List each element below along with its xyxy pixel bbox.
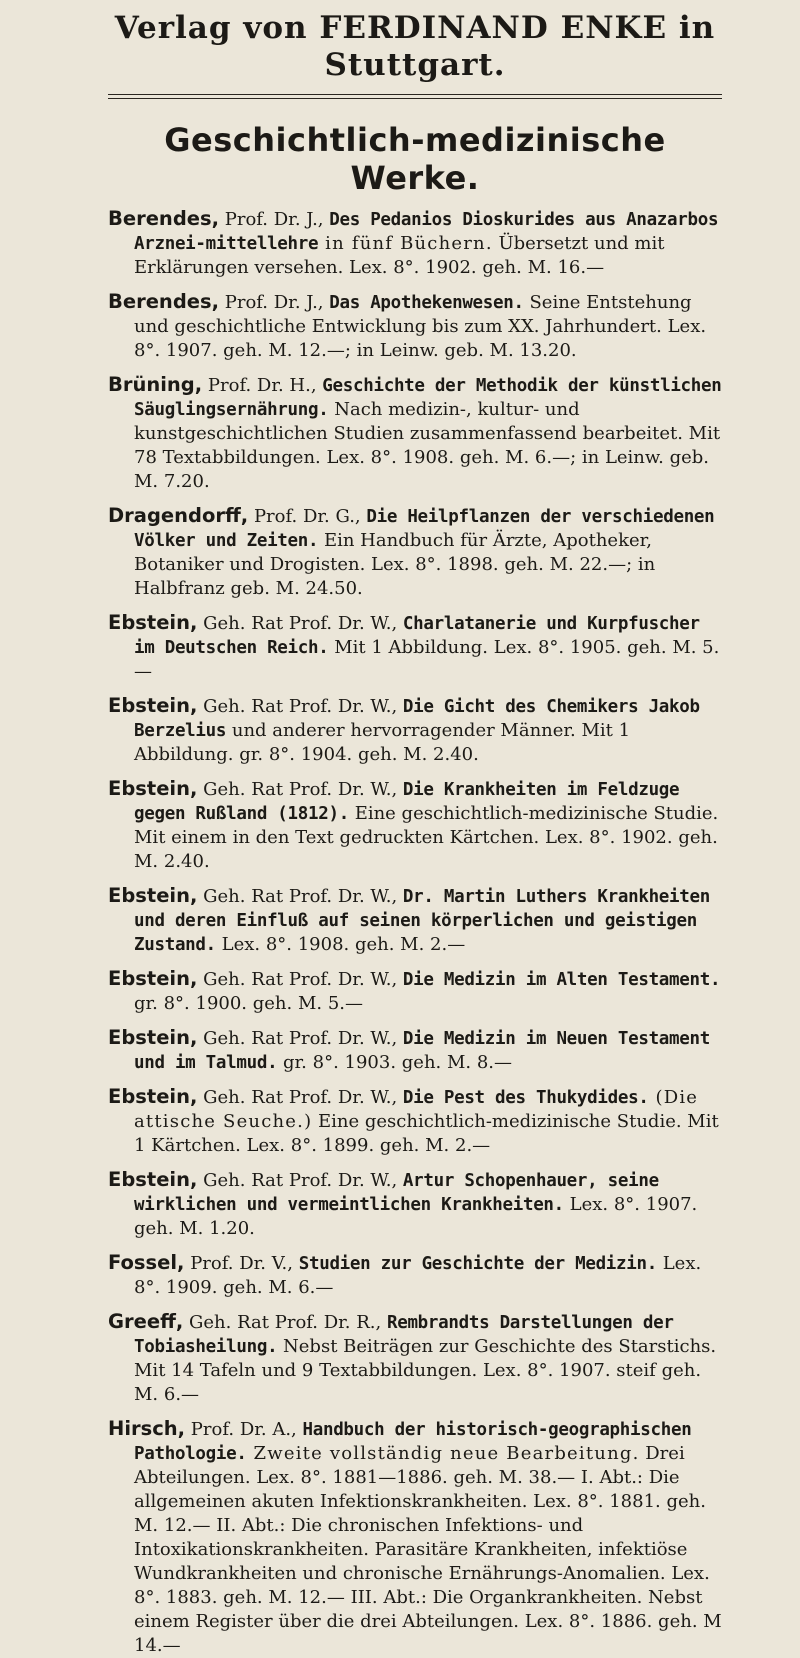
entry-credentials: Prof. Dr. A., — [185, 1419, 303, 1441]
entry-credentials: Geh. Rat Prof. Dr. W., — [197, 886, 403, 908]
section-heading: Geschichtlich-medizinische Werke. — [164, 121, 666, 198]
list-item — [108, 694, 722, 767]
entry-author: Ebstein, — [108, 1168, 198, 1192]
entry-details: Mit 1 Abbildung. Lex. 8°. 1905. geh. M. 5.— — [134, 637, 720, 683]
entry-subtitle: (Die attische Seuche.) — [134, 1087, 699, 1133]
entry-title: Rembrandts Darstellungen der Tobiasheilung. — [134, 1313, 674, 1358]
entry-credentials: Geh. Rat Prof. Dr. W., — [197, 613, 403, 635]
divider-rule — [108, 94, 722, 95]
entry-details: Lex. 8°. 1909. geh. M. 6.— — [134, 1253, 702, 1299]
entry-credentials: Geh. Rat Prof. Dr. R., — [183, 1312, 387, 1334]
entry-title: Die Pest des Thukydides. — [402, 1088, 649, 1109]
entry-author: Ebstein, — [108, 1085, 198, 1109]
entry-credentials: Prof. Dr. J., — [219, 292, 330, 314]
entry-credentials: Geh. Rat Prof. Dr. W., — [197, 696, 403, 718]
list-item — [108, 1310, 722, 1407]
entry-details: Seine Entstehung und geschichtliche Entwicklung bis zum XX. Jahrhundert. Lex. 8°. 1907. geh. M. 12.—; in Leinw. geb. M. 13.20. — [134, 292, 707, 362]
entry-details: Eine geschichtlich-medizinische Studie. Mit einem in den Text gedruckten Kärtchen. Lex. 8°. 1902. geh. M. 2.40. — [134, 803, 719, 873]
list-item — [108, 1026, 722, 1075]
list-item — [108, 1168, 722, 1241]
list-item — [108, 290, 722, 363]
entry-author: Hirsch, — [108, 1417, 186, 1441]
list-item — [108, 884, 722, 957]
entry-author: Greeff, — [108, 1310, 184, 1334]
entry-details: und anderer hervorragender Männer. Mit 1 Abbildung. gr. 8°. 1904. geh. M. 2.40. — [134, 720, 631, 766]
entry-title: Charlatanerie und Kurpfuscher im Deutschen Reich. — [134, 614, 700, 659]
entry-author: Fossel, — [108, 1251, 185, 1275]
entry-details: Eine geschichtlich-medizinische Studie. Mit 1 Kärtchen. Lex. 8°. 1899. geh. M. 2.— — [134, 1111, 719, 1157]
entry-details: Drei Abteilungen. Lex. 8°. 1881—1886. geh. M. 38.— I. Abt.: Die allgemeinen akuten Infektionskrankheiten. Lex. 8°. 1881. geh. M. 12.— II. Abt.: Die chronischen Infektions- und Intoxikationskrankheiten. Parasitäre Krankheiten, infektiöse Wundkrankheiten und chronische Ernährungs-Anomalien. Lex. 8°. 1883. geh. M. 12.— III. Abt.: Die Organkrankheiten. Nebst einem Register über die drei Abteilungen. Lex. 8°. 1886. geh. M 14.— — [134, 1443, 722, 1657]
entry-title: Die Medizin im Alten Testament. — [402, 970, 721, 991]
entry-credentials: Geh. Rat Prof. Dr. W., — [197, 969, 403, 991]
entry-credentials: Prof. Dr. G., — [248, 506, 367, 528]
entry-credentials: Prof. Dr. V., — [184, 1253, 299, 1275]
entry-author: Berendes, — [108, 290, 220, 314]
entry-title: Geschichte der Methodik der künstlichen Säuglingsernährung. — [134, 376, 722, 421]
entry-details: Lex. 8°. 1907. geh. M. 1.20. — [134, 1194, 698, 1240]
list-item — [108, 611, 722, 684]
entry-title: Handbuch der historisch-geographischen Pathologie. — [134, 1420, 692, 1465]
divider-rule — [108, 98, 722, 99]
entry-list — [108, 207, 722, 1658]
list-item — [108, 1417, 722, 1658]
list-item — [108, 207, 722, 280]
entry-details: gr. 8°. 1903. geh. M. 8.— — [277, 1052, 513, 1074]
list-item — [108, 967, 722, 1016]
entry-details: Nebst Beiträgen zur Geschichte des Starstichs. Mit 14 Tafeln und 9 Textabbildungen. Lex. 8°. 1907. steif geh. M. 6.— — [134, 1336, 717, 1406]
entry-subtitle: Zweite vollständig neue Bearbeitung. — [246, 1443, 640, 1465]
list-item — [108, 777, 722, 874]
entry-title: Die Heilpflanzen der verschiedenen Völker und Zeiten. — [134, 507, 715, 552]
entry-title: Die Gicht des Chemikers Jakob Berzelius — [134, 697, 700, 742]
entry-title: Des Pedanios Dioskurides aus Anazarbos Arznei-mittellehre — [134, 210, 719, 255]
entry-title: Artur Schopenhauer, seine wirklichen und vermeintlichen Krankheiten. — [134, 1171, 659, 1216]
entry-credentials: Prof. Dr. J., — [219, 209, 330, 231]
entry-details: gr. 8°. 1900. geh. M. 5.— — [134, 993, 363, 1015]
entry-title: Die Medizin im Neuen Testament und im Talmud. — [134, 1029, 710, 1074]
entry-title: Das Apothekenwesen. — [329, 293, 524, 314]
list-item — [108, 373, 722, 494]
entry-details: Übersetzt und mit Erklärungen versehen. Lex. 8°. 1902. geh. M. 16.— — [134, 233, 665, 279]
entry-credentials: Geh. Rat Prof. Dr. W., — [197, 779, 403, 801]
entry-credentials: Geh. Rat Prof. Dr. W., — [197, 1170, 403, 1192]
entry-details: Lex. 8°. 1908. geh. M. 2.— — [215, 934, 466, 956]
entry-details: Ein Handbuch für Ärzte, Apotheker, Botaniker und Drogisten. Lex. 8°. 1898. geh. M. 22.—; in Halbfranz geb. M. 24.50. — [134, 530, 656, 600]
entry-author: Berendes, — [108, 207, 220, 231]
entry-author: Ebstein, — [108, 611, 198, 635]
entry-credentials: Geh. Rat Prof. Dr. W., — [197, 1028, 403, 1050]
entry-subtitle: in fünf Büchern. — [318, 233, 493, 255]
publisher-line: Verlag von FERDINAND ENKE in Stuttgart. — [114, 10, 716, 84]
list-item — [108, 504, 722, 601]
entry-author: Ebstein, — [108, 1026, 198, 1050]
entry-author: Ebstein, — [108, 967, 198, 991]
entry-credentials: Prof. Dr. H., — [202, 375, 323, 397]
entry-details: Nach medizin-, kultur- und kunstgeschichtlichen Studien zusammenfassend bearbeitet. Mit 78 Textabbildungen. Lex. 8°. 1908. geh. M. 6.—; in Leinw. geb. M. 7.20. — [134, 399, 721, 493]
list-item — [108, 1251, 722, 1300]
entry-author: Dragendorff, — [108, 504, 249, 528]
list-item — [108, 1085, 722, 1158]
entry-title: Dr. Martin Luthers Krankheiten und deren Einfluß auf seinen körperlichen und geistigen Zustand. — [134, 887, 710, 956]
entry-author: Ebstein, — [108, 884, 198, 908]
entry-author: Brüning, — [108, 373, 203, 397]
entry-title: Die Krankheiten im Feldzuge gegen Rußland (1812). — [134, 780, 680, 825]
entry-author: Ebstein, — [108, 694, 198, 718]
entry-author: Ebstein, — [108, 777, 198, 801]
entry-title: Studien zur Geschichte der Medizin. — [298, 1254, 657, 1275]
entry-credentials: Geh. Rat Prof. Dr. W., — [197, 1087, 403, 1109]
